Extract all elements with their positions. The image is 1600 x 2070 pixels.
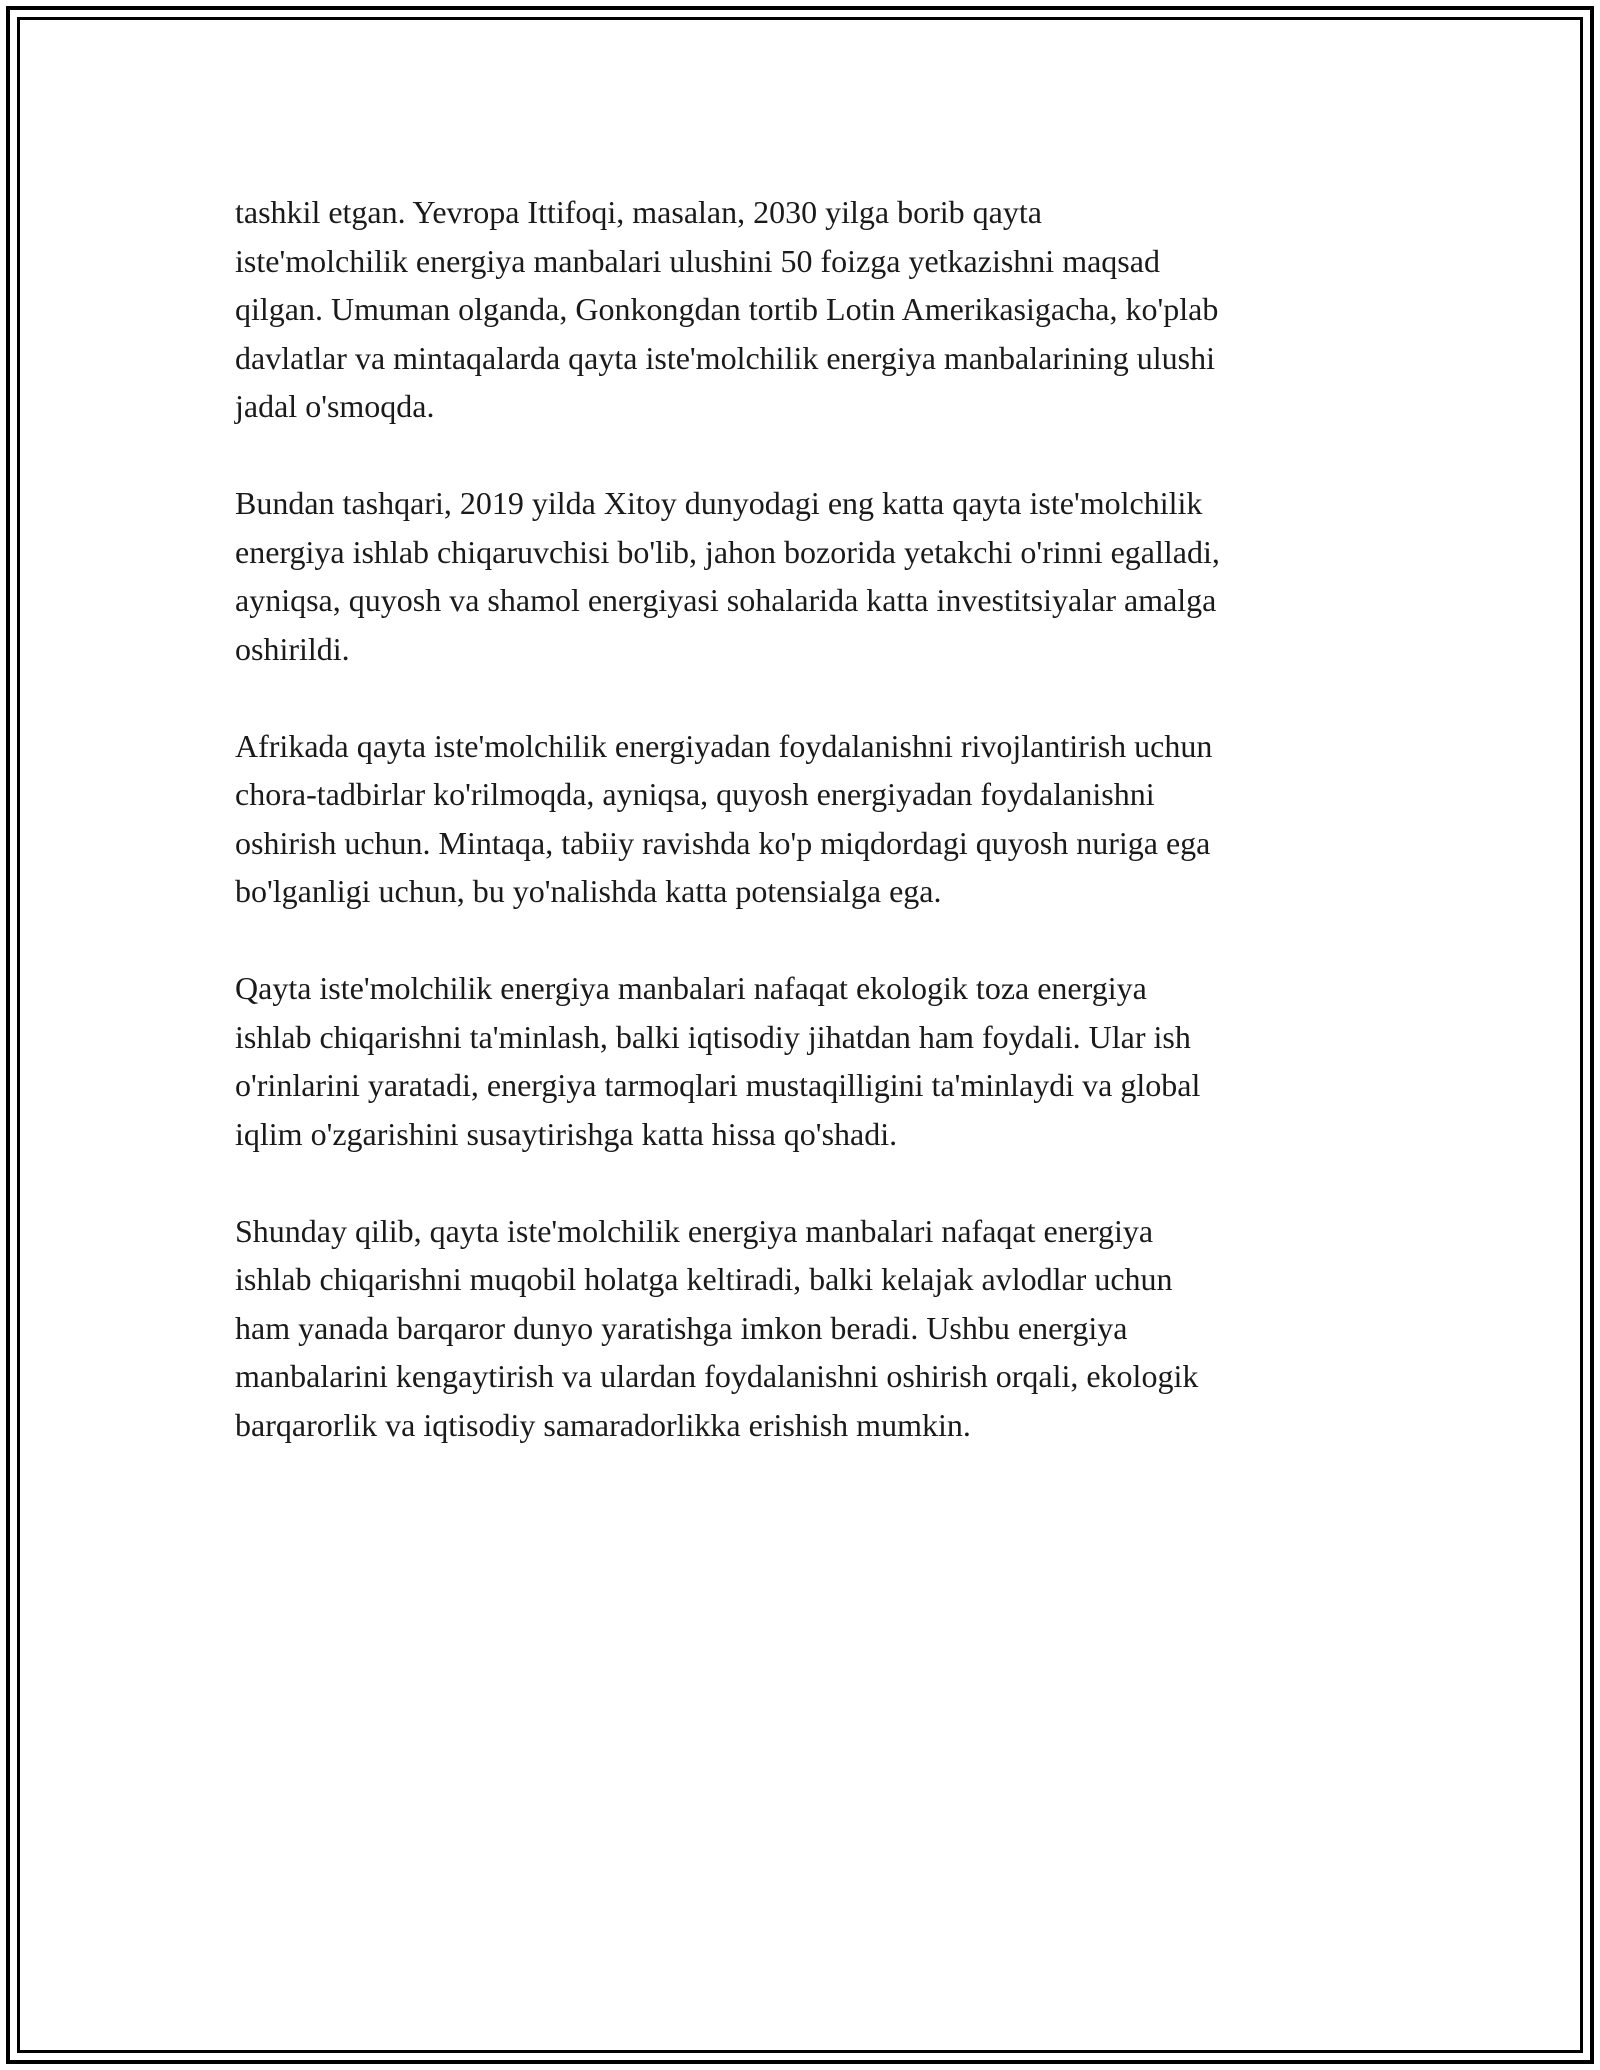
text-line: oshirildi.	[235, 630, 350, 667]
text-line: o'rinlarini yaratadi, energiya tarmoqlari mustaqilligini ta'minlaydi va global	[235, 1067, 1201, 1103]
text-line: bo'lganligi uchun, bu yo'nalishda katta potensialga ega.	[235, 873, 942, 909]
paragraph-1	[235, 188, 1375, 431]
text-line: Qayta iste'molchilik energiya manbalari nafaqat ekologik toza energiya	[235, 970, 1147, 1006]
text-line: oshirish uchun. Mintaqa, tabiiy ravishda ko'p miqdordagi quyosh nuriga ega	[235, 824, 1211, 861]
text-line: qilgan. Umuman olganda, Gonkongdan tortib Lotin Amerikasigacha, ko'plab	[235, 291, 1219, 327]
text-line: jadal o'smoqda.	[235, 388, 435, 424]
text-line: tashkil etgan. Yevropa Ittifoqi, masalan, 2030 yilga borib qayta	[235, 194, 1042, 230]
text-line: davlatlar va mintaqalarda qayta iste'molchilik energiya manbalarining ulushi	[235, 339, 1215, 376]
text-line: iqlim o'zgarishini susaytirishga katta hissa qo'shadi.	[235, 1115, 898, 1152]
text-line: ayniqsa, quyosh va shamol energiyasi sohalarida katta investitsiyalar amalga	[235, 582, 1217, 618]
text-line: barqarorlik va iqtisodiy samaradorlikka erishish mumkin.	[235, 1406, 971, 1443]
paragraph-2	[235, 479, 1375, 673]
text-line: chora-tadbirlar ko'rilmoqda, ayniqsa, quyosh energiyadan foydalanishni	[235, 776, 1155, 812]
text-line: ham yanada barqaror dunyo yaratishga imkon beradi. Ushbu energiya	[235, 1309, 1128, 1346]
text-line: ishlab chiqarishni muqobil holatga keltiradi, balki kelajak avlodlar uchun	[235, 1261, 1173, 1297]
paragraph-4	[235, 964, 1375, 1158]
text-line: iste'molchilik energiya manbalari ulushini 50 foizga yetkazishni maqsad	[235, 242, 1160, 279]
paragraph-5	[235, 1207, 1375, 1450]
text-line: Afrikada qayta iste'molchilik energiyadan foydalanishni rivojlantirish uchun	[235, 727, 1213, 764]
text-line: energiya ishlab chiqaruvchisi bo'lib, jahon bozorida yetakchi o'rinni egalladi,	[235, 533, 1220, 570]
paragraph-3	[235, 722, 1375, 916]
text-line: manbalarini kengaytirish va ulardan foydalanishni oshirish orqali, ekologik	[235, 1358, 1199, 1394]
text-line: Shunday qilib, qayta iste'molchilik energiya manbalari nafaqat energiya	[235, 1212, 1154, 1249]
text-line: ishlab chiqarishni ta'minlash, balki iqtisodiy jihatdan ham foydali. Ular ish	[235, 1018, 1191, 1055]
text-line: Bundan tashqari, 2019 yilda Xitoy dunyodagi eng katta qayta iste'molchilik	[235, 485, 1203, 521]
document-body	[235, 188, 1375, 1498]
